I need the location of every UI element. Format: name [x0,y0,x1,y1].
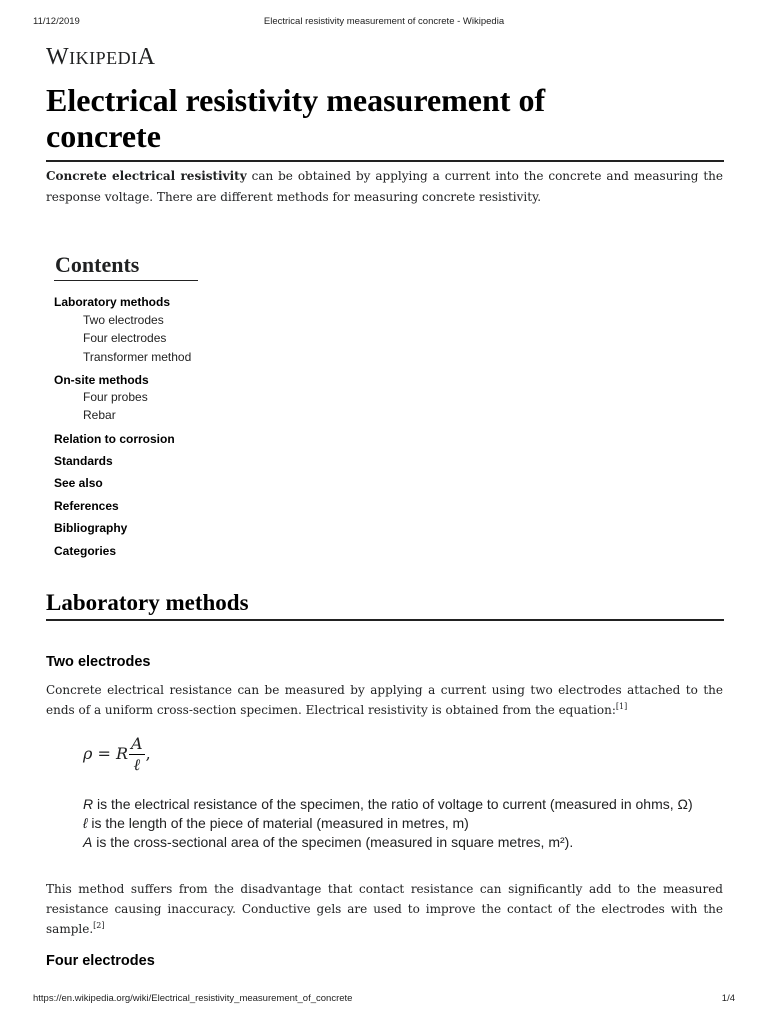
equation-definitions [83,795,723,852]
print-page-number: 1/4 [721,993,735,1004]
print-url: https://en.wikipedia.org/wiki/Electrical_resistivity_measurement_of_concrete [33,993,353,1004]
reference-link-1[interactable]: [1] [615,702,628,711]
two-electrodes-paragraph: Concrete electrical resistance can be measured by applying a current using two electrodes attached to the ends of a uniform cross-section specimen. Electrical resistivity is obtained from the equation:[1] [46,683,723,717]
print-footer [0,993,768,1009]
toc-title: Contents [54,252,198,281]
toc-item-relation-to-corrosion[interactable]: Relation to corrosion [54,432,175,446]
toc-item-references[interactable]: References [54,499,119,513]
reference-link-2[interactable]: [2] [93,921,105,930]
page-title: Electrical resistivity measurement of concrete [46,82,546,154]
toc-item-bibliography[interactable]: Bibliography [54,521,128,535]
toc-item-on-site-methods[interactable]: On-site methods [54,373,149,387]
toc-item-rebar[interactable]: Rebar [83,408,116,422]
definition-length: ℓ is the length of the piece of material (measured in metres, m) [83,815,469,831]
table-of-contents [54,252,354,563]
toc-item-laboratory-methods[interactable]: Laboratory methods [54,295,171,309]
definition-r: R is the electrical resistance of the specimen, the ratio of voltage to current (measured in ohms, Ω) [83,796,693,812]
resistivity-equation: ρ = R $\frac{A}{\text{ℓ}}$ , [83,734,151,774]
intro-bold-term: Concrete electrical resistivity [46,169,247,183]
toc-item-see-also[interactable]: See also [54,476,103,490]
subsection-heading-two-electrodes: Two electrodes [46,654,151,670]
contact-resistance-paragraph: This method suffers from the disadvantage that contact resistance can significantly add to the measured resistance causing inaccuracy. Conductive gels are used to improve the contact of the electrodes with the sample.[2] [46,882,723,936]
intro-paragraph: Concrete electrical resistivity can be obtained by applying a current into the concrete and measuring the response voltage. There are different methods for measuring concrete resistivity. [46,169,723,204]
subsection-heading-four-electrodes: Four electrodes [46,953,155,969]
toc-item-standards[interactable]: Standards [54,454,113,468]
section-heading-laboratory-methods: Laboratory methods [46,590,249,615]
toc-item-four-electrodes[interactable]: Four electrodes [83,331,167,345]
equation-fraction: $\frac{A}{\text{ℓ}}$ [131,734,143,774]
title-divider [46,160,724,162]
toc-item-two-electrodes[interactable]: Two electrodes [83,313,164,327]
print-page-title: Electrical resistivity measurement of concrete - Wikipedia [263,16,505,27]
wikipedia-logo[interactable]: WIKIPEDIA [46,44,156,70]
print-date: 11/12/2019 [33,16,80,27]
toc-item-transformer-method[interactable]: Transformer method [83,350,192,364]
print-header [0,16,768,32]
toc-item-four-probes[interactable]: Four probes [83,390,148,404]
section-divider [46,619,724,621]
toc-item-categories[interactable]: Categories [54,544,117,558]
definition-area: A is the cross-sectional area of the specimen (measured in square metres, m²). [83,834,574,850]
